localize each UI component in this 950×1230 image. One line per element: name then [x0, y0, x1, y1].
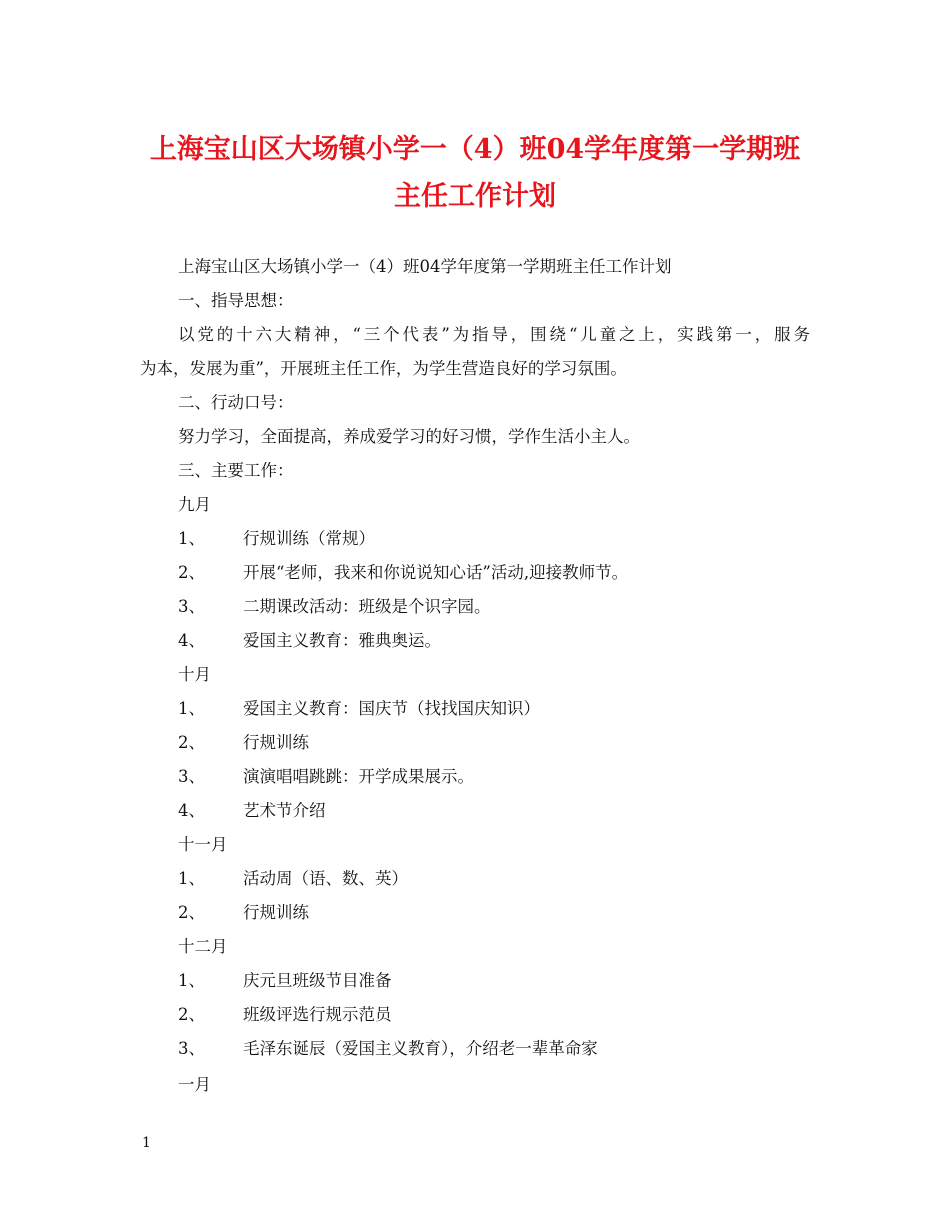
list-item-text: 毛泽东诞辰（爱国主义教育），介绍老一辈革命家: [243, 1039, 598, 1058]
document-title-line-1: 上海宝山区大场镇小学一（4）班04学年度第一学期班: [149, 134, 801, 165]
month-heading: 一月: [178, 1075, 211, 1094]
list-item-text: 艺术节介绍: [243, 801, 326, 820]
month-heading: 十月: [178, 665, 211, 684]
list-item-number: 1、: [178, 699, 205, 718]
month-heading: 十二月: [178, 937, 228, 956]
section-heading-action-slogan: 二、行动口号：: [178, 393, 294, 412]
list-item-text: 二期课改活动：班级是个识字园。: [243, 597, 491, 616]
list-item-text: 爱国主义教育：雅典奥运。: [243, 631, 441, 650]
document-title-line-2: 主任工作计划: [394, 181, 556, 212]
page-number: 1: [142, 1135, 151, 1151]
list-item-text: 班级评选行规示范员: [243, 1005, 392, 1024]
list-item-text: 行规训练: [243, 903, 309, 922]
list-item-number: 1、: [178, 869, 205, 888]
list-item-number: 3、: [178, 1039, 205, 1058]
list-item-text: 行规训练: [243, 733, 309, 752]
list-item-number: 4、: [178, 801, 205, 820]
list-item-number: 1、: [178, 971, 205, 990]
paragraph-guiding-thought-line-1: 以党的十六大精神，“三个代表”为指导，围绕“儿童之上，实践第一，服务: [178, 325, 810, 344]
section-heading-guiding-thought: 一、指导思想：: [178, 291, 294, 310]
list-item-number: 3、: [178, 597, 205, 616]
list-item-text: 行规训练（常规）: [243, 529, 375, 548]
list-item-number: 2、: [178, 733, 205, 752]
document-subtitle: 上海宝山区大场镇小学一（4）班04学年度第一学期班主任工作计划: [178, 257, 672, 276]
list-item-text: 开展“老师，我来和你说说知心话”活动,迎接教师节。: [243, 563, 629, 582]
list-item-number: 2、: [178, 903, 205, 922]
month-heading: 九月: [178, 495, 211, 514]
list-item-number: 2、: [178, 563, 205, 582]
list-item-text: 庆元旦班级节目准备: [243, 971, 392, 990]
section-heading-main-work: 三、主要工作：: [178, 461, 294, 480]
list-item-text: 演演唱唱跳跳：开学成果展示。: [243, 767, 474, 786]
paragraph-guiding-thought-line-2: 为本，发展为重”，开展班主任工作，为学生营造良好的学习氛围。: [140, 359, 627, 378]
month-heading: 十一月: [178, 835, 228, 854]
list-item-number: 4、: [178, 631, 205, 650]
list-item-number: 3、: [178, 767, 205, 786]
paragraph-action-slogan: 努力学习，全面提高，养成爱学习的好习惯，学作生活小主人。: [178, 427, 640, 446]
list-item-number: 1、: [178, 529, 205, 548]
list-item-number: 2、: [178, 1005, 205, 1024]
list-item-text: 活动周（语、数、英）: [243, 869, 408, 888]
list-item-text: 爱国主义教育：国庆节（找找国庆知识）: [243, 699, 540, 718]
